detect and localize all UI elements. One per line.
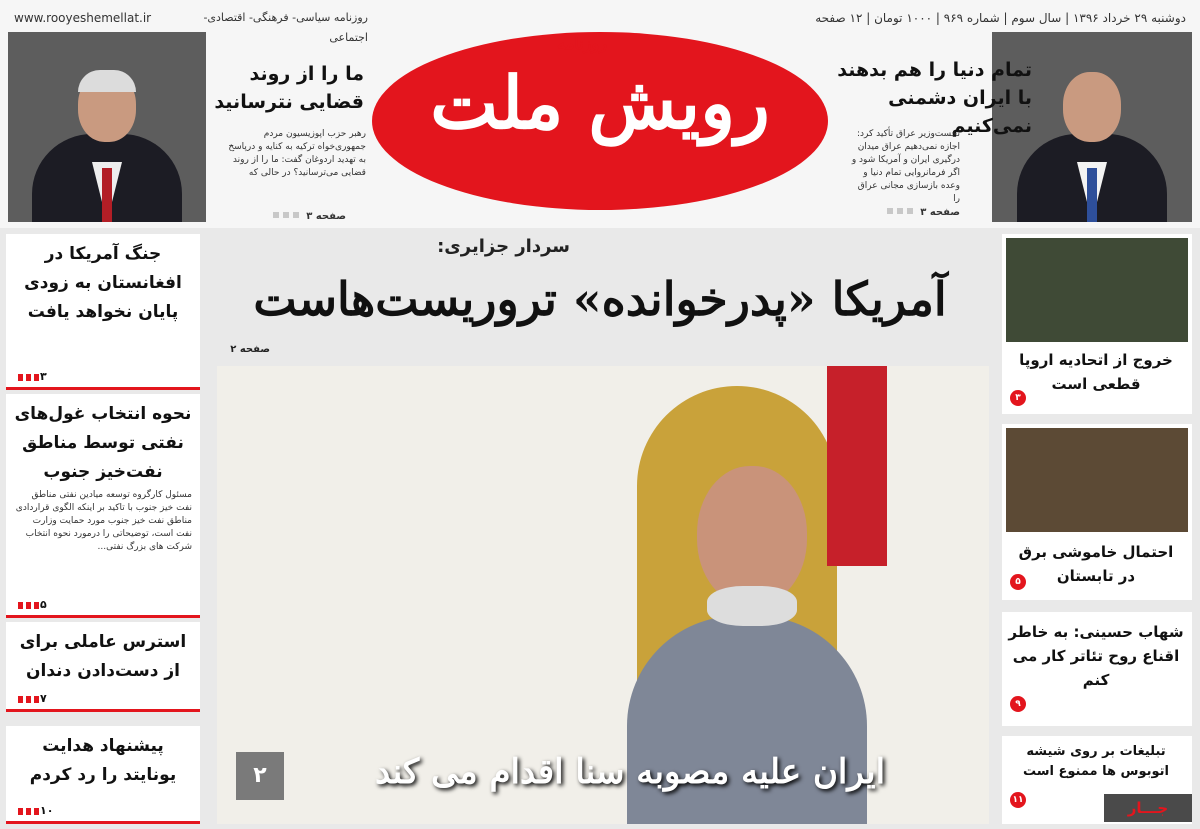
- top-left-body: رهبر حزب اپوزیسیون مردم جمهوری‌خواه ترکیه به کنایه و درپاسخ به تهدید اردوغان گفت: ما را از روند قضایی می‌ترسانید؟ در حالی که: [228, 129, 366, 178]
- red-marks-icon: [18, 696, 40, 703]
- right-story-title: شهاب حسینی: به خاطر اقناع روح تئاتر کار می کنم: [1008, 623, 1184, 689]
- man-beard-shape: [707, 586, 797, 626]
- dots-divider: [273, 212, 301, 218]
- man-suit-shape: [627, 616, 867, 824]
- red-marks-icon: [18, 602, 40, 609]
- website-url[interactable]: www.rooyeshemellat.ir: [14, 11, 152, 25]
- top-right-page: صفحه ۳: [920, 207, 960, 218]
- issue-date-line: دوشنبه ۲۹ خرداد ۱۳۹۶ | سال سوم | شماره ۹۶۹ | ۱۰۰۰ تومان | ۱۲ صفحه: [815, 11, 1186, 25]
- left-story-1[interactable]: [6, 234, 200, 390]
- left-story-page: ۷: [14, 692, 47, 705]
- top-left-photo: [8, 32, 206, 222]
- right-story-page-badge: ۹: [1010, 696, 1026, 712]
- dots-divider: [887, 208, 915, 214]
- main-headline[interactable]: آمریکا «پدرخوانده» تروریست‌هاست: [253, 272, 947, 326]
- top-right-page-ref: [850, 200, 960, 219]
- top-right-body: نخست‌وزیر عراق تأکید کرد: اجازه نمی‌دهیم عراق میدان درگیری ایران و آمریکا شود و اگر فرمانروایی تمام دنیا و وعده بازسازی مجانی عراق را: [851, 129, 960, 204]
- main-photo-caption: ایران علیه مصوبه سنا اقدام می کند: [374, 752, 886, 792]
- left-story-3[interactable]: [6, 622, 200, 712]
- left-story-2[interactable]: [6, 394, 200, 618]
- red-marks-icon: [18, 808, 40, 815]
- left-story-4[interactable]: [6, 726, 200, 824]
- top-right-headline[interactable]: تمام دنیا را هم بدهند با ایران دشمنی نمی‌کنیم: [837, 59, 1032, 137]
- red-marks-icon: [18, 374, 40, 381]
- right-story-1[interactable]: [1002, 234, 1192, 414]
- top-left-headline[interactable]: ما را از روند قضایی نترسانید: [214, 63, 364, 113]
- top-left-page: صفحه ۳: [306, 211, 346, 222]
- logo-small-text: روزنامه: [557, 34, 607, 53]
- left-story-title: نحوه انتخاب غول‌های نفتی توسط مناطق نفت‌خیز جنوب: [14, 404, 192, 482]
- right-story-page-badge: ۳: [1010, 390, 1026, 406]
- man-head-shape: [697, 466, 807, 606]
- right-story-3[interactable]: [1002, 612, 1192, 726]
- logo-text: رویش ملت: [430, 60, 770, 145]
- right-story-title: تبلیغات بر روی شیشه اتوبوس ها ممنوع است: [1022, 744, 1170, 779]
- newspaper-logo: [372, 14, 828, 214]
- flag-shape: [827, 366, 887, 566]
- jaar-watermark: جـــار: [1104, 794, 1192, 822]
- right-story-photo: [1006, 428, 1188, 532]
- left-story-page: ۱۰: [14, 804, 53, 817]
- left-story-title: جنگ آمریکا در افغانستان به زودی پایان نخواهد یافت: [24, 244, 182, 322]
- caption-page-number: ۲: [236, 752, 284, 800]
- right-story-title: خروج از اتحادیه اروپا قطعی است: [1019, 351, 1173, 393]
- left-story-body: مسئول کارگروه توسعه میادین نفتی مناطق نفت خیز جنوب با تاکید بر اینکه الگوی قراردادی مناطق نفت خیز جنوب مورد حمایت وزارت نفت است، توضیحاتی را درمورد نحوه انتخاب شرکت های بزرگ نفتی...: [15, 490, 192, 552]
- right-story-photo: [1006, 238, 1188, 342]
- top-left-page-ref: [236, 204, 346, 223]
- right-story-2[interactable]: [1002, 424, 1192, 600]
- right-story-title: احتمال خاموشی برق در تابستان: [1018, 543, 1174, 585]
- newspaper-subtitle: روزنامه سیاسی- فرهنگی- اقتصادی- اجتماعی: [203, 11, 368, 44]
- left-story-page: ۳: [14, 370, 47, 383]
- right-story-page-badge: ۱۱: [1010, 792, 1026, 808]
- left-story-page: ۵: [14, 598, 47, 611]
- main-page-ref: صفحه ۲: [230, 344, 270, 355]
- right-story-page-badge: ۵: [1010, 574, 1026, 590]
- left-story-title: استرس عاملی برای از دست‌دادن دندان: [19, 632, 187, 681]
- left-story-title: پیشنهاد هدایت یونایتد را رد کردم: [29, 736, 177, 785]
- main-kicker: سردار جزایری:: [437, 236, 570, 257]
